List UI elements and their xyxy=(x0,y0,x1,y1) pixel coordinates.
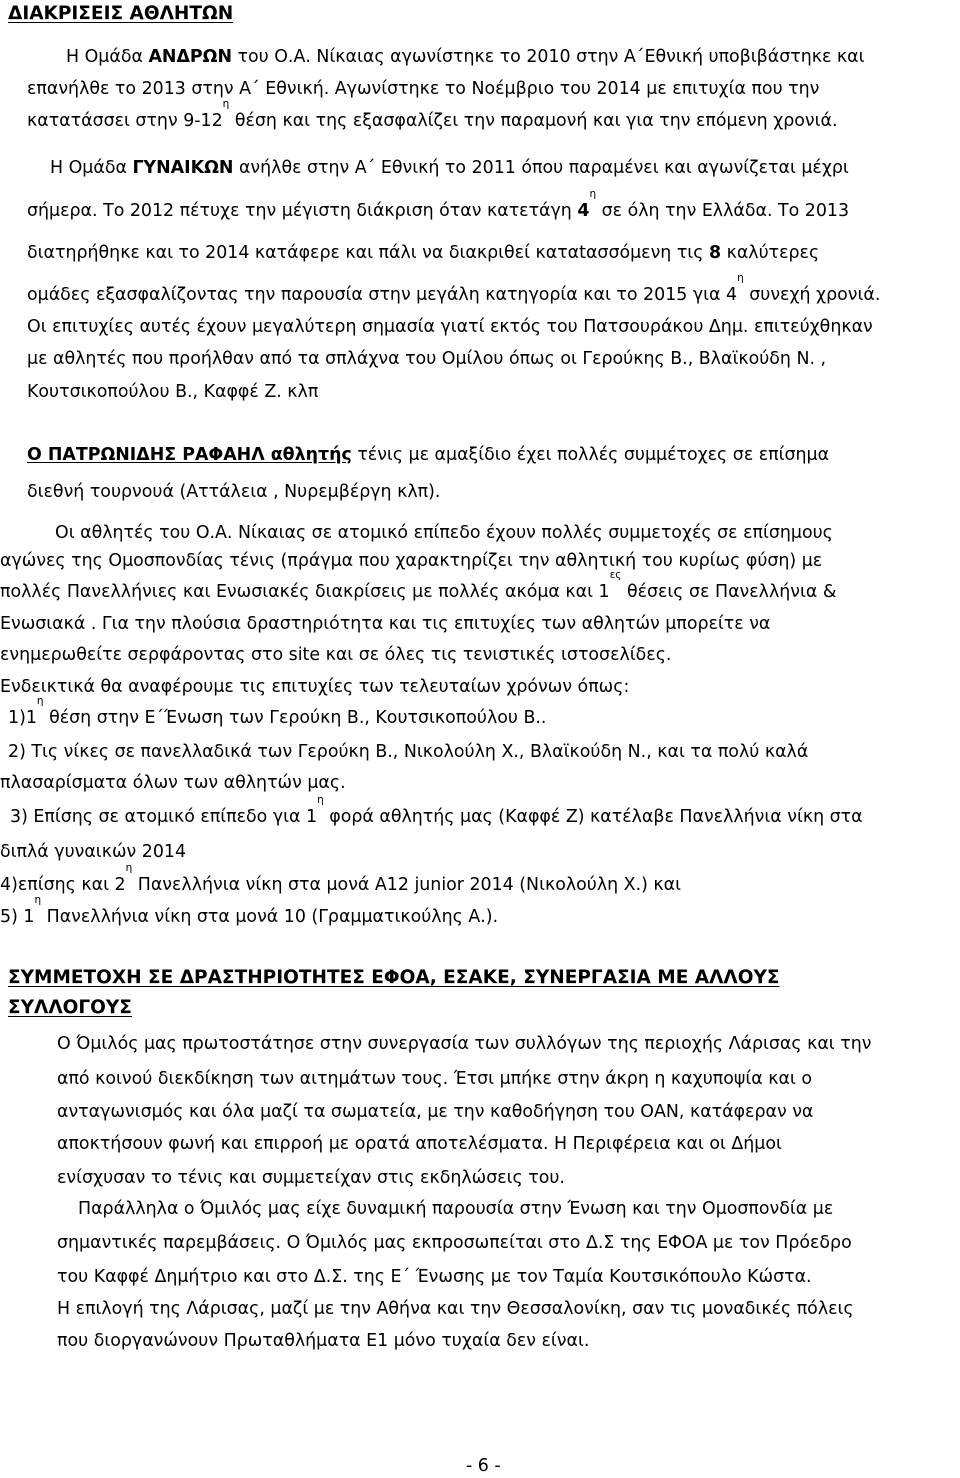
section-title-participation-line2: ΣΥΛΛΟΓΟΥΣ xyxy=(8,997,132,1018)
superscript: η xyxy=(317,794,324,806)
text-run: 5) 1 xyxy=(0,907,35,927)
text-run: σήμερα. Το 2012 πέτυχε την μέγιστη διάκριση όταν κατετάγη xyxy=(27,201,578,221)
text-line xyxy=(0,675,629,699)
text-run: Κουτσικοπούλου Β., Καφφέ Ζ. κλπ xyxy=(27,382,319,402)
text-run: Ενωσιακά . Για την πλούσια δραστηριότητα και τις επιτυχίες των αθλητών μπορείτε να xyxy=(0,614,771,634)
page-number: - 6 - xyxy=(466,1456,501,1476)
text-run: καλύτερες xyxy=(721,243,820,263)
text-run: πολλές Πανελλήνιες και Ενωσιακές διακρίσεις με πολλές ακόμα και 1 xyxy=(0,582,610,602)
text-line xyxy=(27,480,440,504)
text-run: Η Ομάδα xyxy=(66,47,149,67)
text-run: Πανελλήνια νίκη στα μονά 10 (Γραμματικούλης Α.). xyxy=(41,907,499,927)
text-line xyxy=(55,521,833,545)
text-run: του Ο.Α. Νίκαιας αγωνίστηκε το 2010 στην Α΄Εθνική υποβιβάστηκε και xyxy=(232,47,865,67)
text-run: κατατάσσει στην 9-12 xyxy=(27,111,223,131)
superscript: η xyxy=(34,894,42,906)
text-run: συνεχή χρονιά. xyxy=(743,285,881,305)
text-line xyxy=(8,695,547,730)
text-line xyxy=(0,569,837,604)
bold-text: Ο ΠΑΤΡΩΝΙΔΗΣ ΡΑΦΑΗΛ αθλητής xyxy=(27,445,352,465)
text-run: 4)επίσης και 2 xyxy=(0,875,126,895)
bold-text: 8 xyxy=(708,243,722,263)
text-run: Πανελλήνια νίκη στα μονά Α12 junior 2014 (Νικολούλη Χ.) και xyxy=(132,875,682,895)
superscript: ες xyxy=(609,569,622,581)
text-line xyxy=(0,771,346,795)
text-run: τένις με αμαξίδιο έχει πολλές συμμέτοχες σε επίσημα xyxy=(351,445,830,465)
text-line: ενίσχυσαν το τένις και συμμετείχαν στις εκδηλώσεις του. xyxy=(57,1168,565,1188)
text-line xyxy=(8,740,808,764)
section-title-participation-line1: ΣΥΜΜΕΤΟΧΗ ΣΕ ΔΡΑΣΤΗΡΙΟΤΗΤΕΣ ΕΦΟΑ, ΕΣΑΚΕ, ΣΥΝΕΡΓΑΣΙΑ ΜΕ ΑΛΛΟΥΣ xyxy=(8,967,780,988)
text-line xyxy=(10,794,863,829)
text-line: ανταγωνισμός και όλα μαζί τα σωματεία, με την καθοδήγηση του ΟΑΝ, κατάφεραν να xyxy=(57,1102,814,1122)
bold-text: 4 xyxy=(577,201,590,221)
text-line xyxy=(27,98,838,133)
text-line: Παράλληλα ο Όμιλός μας είχε δυναμική παρουσία στην Ένωση και την Ομοσπονδία με xyxy=(78,1199,834,1219)
text-run: θέση στην Ε΄Ένωση των Γερούκη Β., Κουτσικοπούλου Β.. xyxy=(43,708,547,728)
text-run: Ενδεικτικά θα αναφέρουμε τις επιτυχίες των τελευταίων χρόνων όπως: xyxy=(0,677,630,697)
section-title-athlete-distinctions: ΔΙΑΚΡΙΣΕΙΣ ΑΘΛΗΤΩΝ xyxy=(8,3,234,24)
text-line xyxy=(27,347,826,371)
text-line xyxy=(27,380,318,404)
text-line: Ο Όμιλός μας πρωτοστάτησε στην συνεργασία των συλλόγων της περιοχής Λάρισας και την xyxy=(57,1034,872,1054)
superscript: η xyxy=(222,98,230,110)
text-line xyxy=(27,315,873,339)
text-run: φορά αθλητής μας (Καφφέ Ζ) κατέλαβε Πανελλήνια νίκη στα xyxy=(323,807,863,827)
text-line xyxy=(27,188,850,223)
text-line xyxy=(0,840,186,864)
text-line xyxy=(27,272,881,307)
text-run: αγώνες της Ομοσπονδίας τένις (πράγμα που χαρακτηρίζει την αθλητική του κυρίως φύση) με xyxy=(0,551,823,571)
text-run: ομάδες εξασφαλίζοντας την παρουσία στην μεγάλη κατηγορία και το 2015 για 4 xyxy=(27,285,738,305)
text-line xyxy=(27,241,819,265)
text-run: διεθνή τουρνουά (Αττάλεια , Νυρεμβέργη κλπ). xyxy=(27,482,441,502)
text-run: 2) Τις νίκες σε πανελλαδικά των Γερούκη Β., Νικολούλη Χ., Βλαϊκούδη Ν., και τα πολύ καλά xyxy=(8,742,809,762)
text-run: θέσεις σε Πανελλήνια & xyxy=(621,582,837,602)
text-line: από κοινού διεκδίκηση των αιτημάτων τους. Έτσι μπήκε στην άκρη η καχυποψία και ο xyxy=(57,1069,812,1089)
text-line: του Καφφέ Δημήτριο και στο Δ.Σ. της Ε΄ Ένωσης με τον Ταμία Κουτσικόπουλο Κώστα. xyxy=(57,1267,812,1287)
text-run: με αθλητές που προήλθαν από τα σπλάχνα του Ομίλου όπως οι Γερούκης Β., Βλαϊκούδη Ν. , xyxy=(27,349,827,369)
text-run: διατηρήθηκε και το 2014 κατάφερε και πάλι να διακριθεί καταtασσόμενη τις xyxy=(27,243,709,263)
bold-text: ΓΥΝΑΙΚΩΝ xyxy=(132,158,234,178)
text-run: ανήλθε στην Α΄ Εθνική το 2011 όπου παραμένει και αγωνίζεται μέχρι xyxy=(233,158,849,178)
text-line xyxy=(50,156,849,180)
text-run: πλασαρίσματα όλων των αθλητών μας. xyxy=(0,773,346,793)
text-run: Οι επιτυχίες αυτές έχουν μεγαλύτερη σημασία γιατί εκτός του Πατσουράκου Δημ. επιτεύχθηκαν xyxy=(27,317,873,337)
text-line xyxy=(0,643,671,667)
text-run: θέση και της εξασφαλίζει την παραμονή και για την επόμενη χρονιά. xyxy=(229,111,838,131)
superscript: η xyxy=(36,695,44,707)
text-run: ενημερωθείτε σερφάροντας στο site και σε όλες τις τενιστικές ιστοσελίδες. xyxy=(0,645,672,665)
text-line xyxy=(66,45,865,69)
text-line: που διοργανώνουν Πρωταθλήματα Ε1 μόνο τυχαία δεν είναι. xyxy=(57,1331,590,1351)
text-line xyxy=(27,77,819,101)
text-run: επανήλθε το 2013 στην Α΄ Εθνική. Αγωνίστηκε το Νοέμβριο του 2014 με επιτυχία που την xyxy=(27,79,820,99)
text-run: 3) Επίσης σε ατομικό επίπεδο για 1 xyxy=(10,807,318,827)
text-line: Η επιλογή της Λάρισας, μαζί με την Αθήνα και την Θεσσαλονίκη, σαν τις μοναδικές πόλεις xyxy=(57,1299,854,1319)
superscript: η xyxy=(589,188,597,200)
text-line xyxy=(0,549,822,573)
text-line xyxy=(27,443,829,467)
text-line xyxy=(0,862,682,897)
text-line xyxy=(0,894,499,929)
text-line xyxy=(0,612,770,636)
text-run: Η Ομάδα xyxy=(50,158,133,178)
superscript: η xyxy=(737,272,744,284)
text-run: 1)1 xyxy=(8,708,37,728)
text-run: Οι αθλητές του Ο.Α. Νίκαιας σε ατομικό επίπεδο έχουν πολλές συμμετοχές σε επίσημους xyxy=(55,523,833,543)
text-line: σημαντικές παρεμβάσεις. Ο Όμιλός μας εκπροσωπείται στο Δ.Σ της ΕΦΟΑ με τον Πρόεδρο xyxy=(57,1233,852,1253)
bold-text: ΑΝΔΡΩΝ xyxy=(148,47,233,67)
text-run: διπλά γυναικών 2014 xyxy=(0,842,187,862)
text-line: αποκτήσουν φωνή και επιρροή με ορατά αποτελέσματα. Η Περιφέρεια και οι Δήμοι xyxy=(57,1134,782,1154)
superscript: η xyxy=(125,862,133,874)
text-run: σε όλη την Ελλάδα. Το 2013 xyxy=(596,201,850,221)
